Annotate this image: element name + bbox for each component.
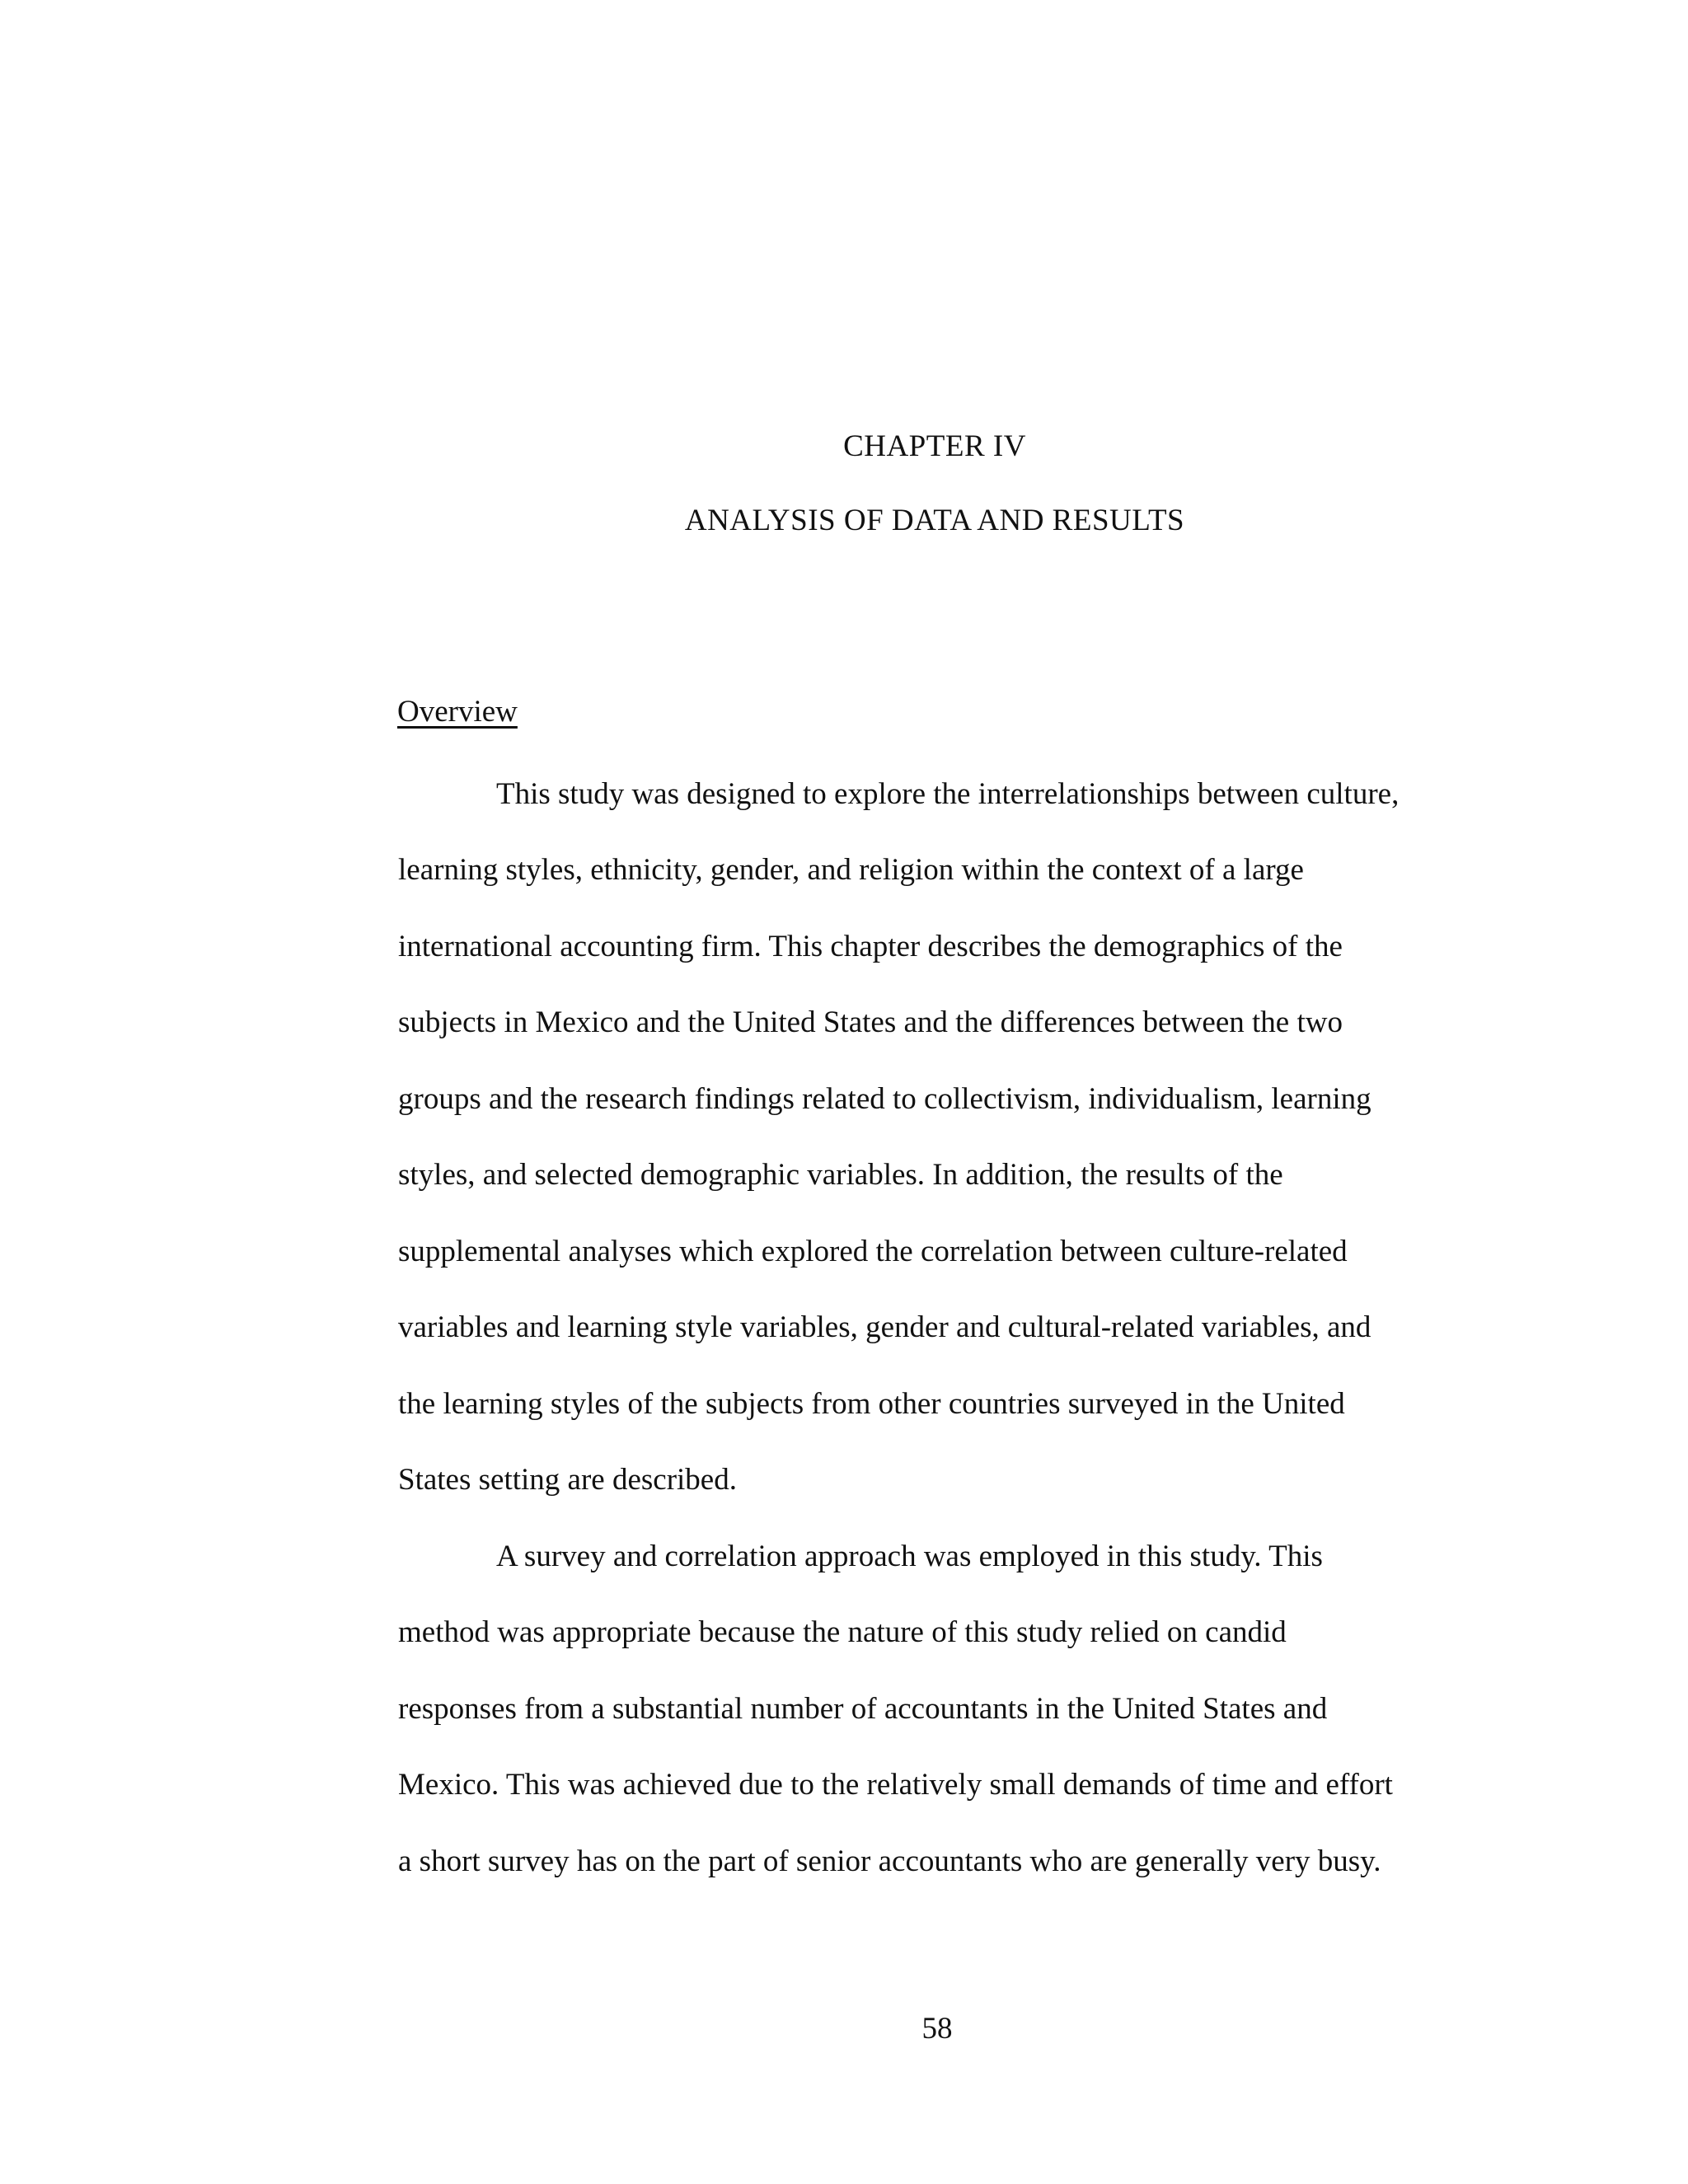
section-heading: Overview (397, 695, 518, 729)
paragraph-2-line: a short survey has on the part of senior accountants who are generally very busy. (398, 1844, 1381, 1878)
paragraph-1-line: groups and the research findings related to collectivism, individualism, learning (398, 1082, 1372, 1116)
paragraph-1-line: learning styles, ethnicity, gender, and religion within the context of a large (398, 853, 1304, 887)
paragraph-1-line: variables and learning style variables, gender and cultural-related variables, and (398, 1310, 1372, 1344)
paragraph-2-line: method was appropriate because the nature of this study relied on candid (398, 1615, 1287, 1649)
paragraph-1-line: subjects in Mexico and the United States and the differences between the two (398, 1005, 1343, 1039)
paragraph-1-line: styles, and selected demographic variables. In addition, the results of the (398, 1158, 1283, 1192)
paragraph-2-line: A survey and correlation approach was employed in this study. This (496, 1540, 1323, 1573)
paragraph-1-line: international accounting firm. This chapter describes the demographics of the (398, 930, 1343, 963)
paragraph-2-line: Mexico. This was achieved due to the relatively small demands of time and effort (398, 1768, 1393, 1802)
page-number: 58 (921, 2012, 953, 2046)
paragraph-1-line: States setting are described. (398, 1463, 737, 1497)
chapter-number: CHAPTER IV (843, 429, 1026, 463)
paragraph-2-line: responses from a substantial number of accountants in the United States and (398, 1692, 1328, 1726)
paragraph-1-line: This study was designed to explore the interrelationships between culture, (496, 777, 1400, 811)
chapter-title: ANALYSIS OF DATA AND RESULTS (684, 504, 1185, 537)
paragraph-1-line: supplemental analyses which explored the correlation between culture-related (398, 1235, 1348, 1268)
paragraph-1-line: the learning styles of the subjects from other countries surveyed in the United (398, 1387, 1345, 1421)
